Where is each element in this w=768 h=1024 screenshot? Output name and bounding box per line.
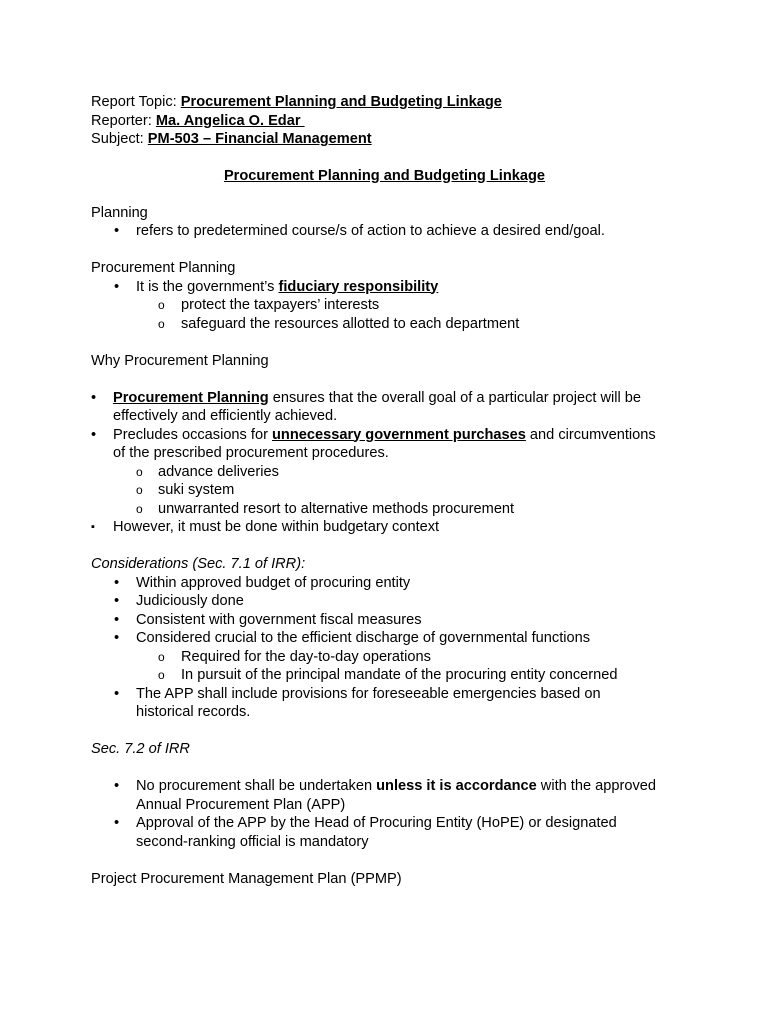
- document-title: Procurement Planning and Budgeting Linkage: [223, 167, 546, 184]
- report-topic-label: Report Topic:: [91, 94, 181, 110]
- bullet-marker: •: [114, 574, 120, 591]
- sec72-b1-rest: with the approved: [536, 778, 657, 794]
- why-sub-text: suki system: [158, 482, 235, 498]
- reporter-line: [91, 112, 691, 131]
- why-b2-cont: of the prescribed procurement procedures.: [113, 445, 389, 461]
- bullet-marker: •: [114, 223, 120, 239]
- considerations-item: [91, 611, 691, 630]
- procurement-planning-bullet: [91, 278, 691, 297]
- circle-marker: o: [158, 298, 165, 312]
- bullet-marker: •: [114, 815, 120, 831]
- considerations-text: Consistent with government fiscal measures: [136, 611, 422, 628]
- pp-bullet-pre: It is the government’s: [136, 278, 279, 295]
- circle-marker: o: [158, 649, 165, 664]
- circle-marker: o: [158, 668, 165, 682]
- considerations-item: [91, 629, 691, 648]
- considerations-item: [91, 592, 691, 611]
- circle-marker: o: [136, 464, 143, 479]
- considerations-item-app: [91, 685, 691, 722]
- pp-sub-item: [91, 296, 691, 315]
- sec72-bullet-2: [91, 814, 691, 851]
- sec72-b1-em: unless it is accordance: [376, 778, 537, 794]
- bullet-marker: •: [114, 630, 120, 646]
- why-sub-item: [91, 463, 691, 482]
- considerations-sub-text: Required for the day-to-day operations: [181, 648, 431, 665]
- reporter-value: Ma. Angelica O. Edar: [155, 112, 305, 129]
- why-bullet-3: [91, 518, 691, 537]
- why-sub-text: advance deliveries: [158, 463, 279, 480]
- bullet-marker: •: [91, 426, 97, 443]
- sec72-b2-line1: Approval of the APP by the Head of Procuring Entity (HoPE) or designated: [136, 815, 617, 831]
- planning-heading: Planning: [91, 204, 148, 221]
- procurement-planning-heading: Procurement Planning: [91, 260, 236, 276]
- why-sub-item: [91, 500, 691, 519]
- considerations-text: Judiciously done: [136, 593, 244, 609]
- bullet-marker: •: [91, 389, 97, 406]
- why-sub-item: [91, 481, 691, 500]
- considerations-sub-item: [91, 648, 691, 667]
- considerations-text: Considered crucial to the efficient discharge of governmental functions: [136, 630, 591, 646]
- why-b2-rest: and circumventions: [525, 426, 656, 443]
- square-marker: ▪: [91, 521, 95, 533]
- circle-marker: o: [136, 501, 143, 516]
- document-body: [91, 93, 691, 888]
- planning-bullet: [91, 222, 691, 241]
- considerations-heading: Considerations (Sec. 7.1 of IRR):: [91, 556, 306, 572]
- considerations-last-line1: The APP shall include provisions for foreseeable emergencies based on: [136, 685, 601, 702]
- circle-marker: o: [158, 316, 165, 331]
- considerations-item: [91, 574, 691, 593]
- ppmp-heading: Project Procurement Management Plan (PPMP): [91, 870, 402, 887]
- considerations-sub-item: [91, 666, 691, 685]
- sec72-b1-pre: No procurement shall be undertaken: [136, 778, 377, 794]
- why-b2-pre: Precludes occasions for: [113, 426, 272, 443]
- considerations-text: Within approved budget of procuring entity: [136, 574, 411, 591]
- why-heading: Why Procurement Planning: [91, 352, 269, 369]
- pp-bullet-em: fiduciary responsibility: [278, 278, 439, 295]
- circle-marker: o: [136, 483, 143, 497]
- why-b2-em: unnecessary government purchases: [272, 426, 526, 443]
- why-bullet-1: [91, 389, 691, 426]
- pp-sub-text: safeguard the resources allotted to each department: [181, 315, 520, 332]
- pp-sub-text: protect the taxpayers’ interests: [181, 297, 380, 313]
- why-b1-cont: effectively and efficiently achieved.: [113, 408, 338, 424]
- why-sub-text: unwarranted resort to alternative methods procurement: [158, 500, 515, 517]
- bullet-marker: •: [114, 685, 120, 702]
- considerations-sub-text: In pursuit of the principal mandate of the procuring entity concerned: [181, 667, 618, 683]
- sec72-b2-line2: second-ranking official is mandatory: [136, 833, 369, 850]
- subject-value: PM-503 – Financial Management: [147, 131, 372, 147]
- considerations-last-line2: historical records.: [136, 704, 251, 720]
- sec72-b1-cont: Annual Procurement Plan (APP): [136, 796, 346, 813]
- why-bullet-2: [91, 426, 691, 463]
- subject-label: Subject:: [91, 131, 148, 147]
- why-b1-em: Procurement Planning: [113, 389, 269, 406]
- bullet-marker: •: [114, 611, 120, 628]
- bullet-marker: •: [114, 278, 120, 295]
- report-topic-line: [91, 93, 691, 112]
- report-topic-value: Procurement Planning and Budgeting Linkage: [180, 94, 502, 110]
- pp-sub-item: [91, 315, 691, 334]
- bullet-marker: •: [114, 778, 120, 794]
- sec72-heading: Sec. 7.2 of IRR: [91, 741, 190, 757]
- subject-line: [91, 130, 691, 149]
- sec72-bullet-1: [91, 777, 691, 814]
- reporter-label: Reporter:: [91, 112, 156, 129]
- planning-bullet-text: refers to predetermined course/s of action to achieve a desired end/goal.: [136, 223, 605, 239]
- why-b1-rest: ensures that the overall goal of a particular project will be: [268, 389, 642, 406]
- document-title-line: [91, 167, 678, 186]
- bullet-marker: •: [114, 593, 120, 609]
- why-b3-text: However, it must be done within budgetary context: [113, 519, 440, 535]
